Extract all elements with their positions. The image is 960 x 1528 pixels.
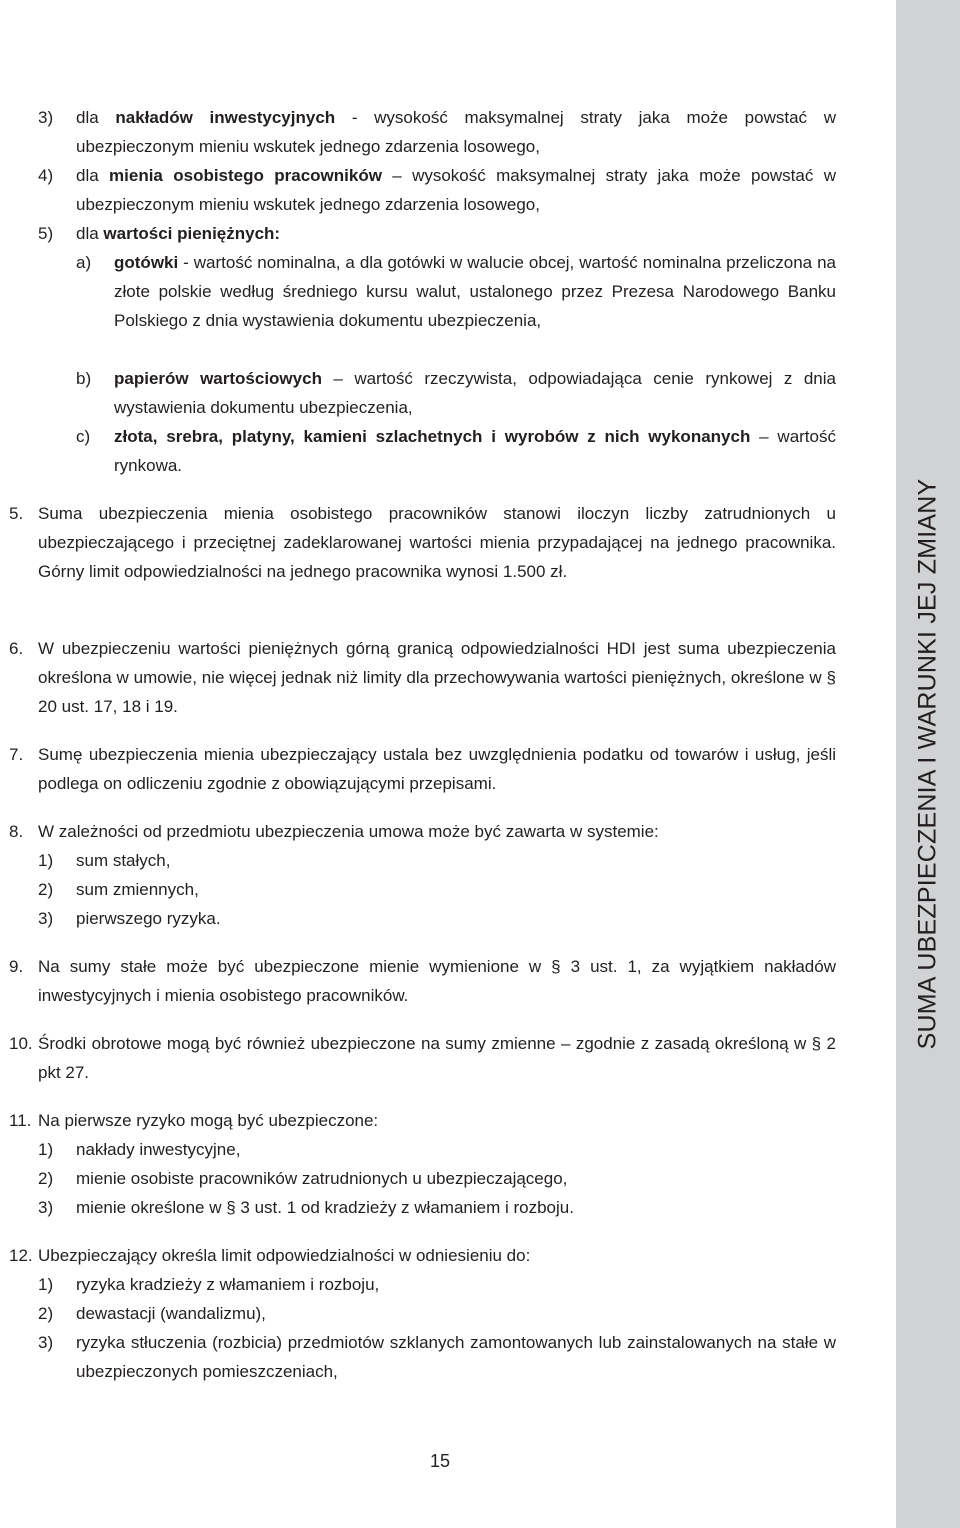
list-item-number: c): [76, 427, 91, 446]
list-item-number: 10.: [9, 1034, 33, 1053]
text-run: dla: [76, 108, 116, 127]
list-item-text: [76, 1135, 836, 1164]
text-run: mienie osobiste pracowników zatrudnionych u ubezpieczającego,: [76, 1169, 568, 1188]
list-item-text: [76, 161, 836, 219]
text-run: Ubezpieczający określa limit odpowiedzialności w odniesieniu do:: [38, 1246, 531, 1265]
list-item-number: 2): [38, 1169, 54, 1188]
list-item-text: [76, 219, 836, 248]
text-run: – wysokość maksymalnej straty jaka może powstać w ubezpieczonym mieniu wskutek jednego zdarzenia losowego,: [76, 166, 836, 214]
text-run: ryzyka kradzieży z włamaniem i rozboju,: [76, 1275, 380, 1294]
bold-term: gotówki: [114, 253, 179, 272]
bold-term: wartości pieniężnych:: [103, 224, 281, 243]
section-title: SUMA UBEZPIECZENIA I WARUNKI JEJ ZMIANY: [913, 478, 942, 1050]
text-run: dewastacji (wandalizmu),: [76, 1304, 266, 1323]
list-item-text: [38, 499, 836, 586]
text-run: Suma ubezpieczenia mienia osobistego pracowników stanowi iloczyn liczby zatrudnionych u ubezpieczającego i przeciętnej zadeklarowanej wartości mienia przypadającej na jednego pracownika. Górny limit odpowiedzialności na jednego pracownika wynosi 1.500 zł.: [38, 504, 836, 581]
list-item-text: [76, 1270, 836, 1299]
list-item-text: [38, 1106, 836, 1135]
text-run: mienie określone w § 3 ust. 1 od kradzieży z włamaniem i rozboju.: [76, 1198, 574, 1217]
list-item-number: 2): [38, 1304, 54, 1323]
list-item-number: b): [76, 369, 92, 388]
text-run: Na pierwsze ryzyko mogą być ubezpieczone:: [38, 1111, 379, 1130]
list-item-number: 5.: [9, 504, 24, 523]
list-item-number: a): [76, 253, 92, 272]
list-item-number: 4): [38, 166, 54, 185]
list-item-number: 12.: [9, 1246, 33, 1265]
list-item-text: [38, 740, 836, 798]
list-item-number: 3): [38, 108, 54, 127]
text-run: - wartość nominalna, a dla gotówki w walucie obcej, wartość nominalna przeliczona na złote polskie według średniego kursu walut, ustalonego przez Prezesa Narodowego Banku Polskiego z dnia wystawienia dokumentu ubezpieczenia,: [114, 253, 836, 330]
list-item-text: [76, 904, 836, 933]
page-number: 15: [429, 1451, 451, 1471]
text-run: pierwszego ryzyka.: [76, 909, 221, 928]
list-item-text: [114, 248, 836, 335]
list-item-text: [76, 1299, 836, 1328]
list-item-text: [76, 1328, 836, 1386]
bold-term: papierów wartościowych: [114, 369, 322, 388]
text-run: W ubezpieczeniu wartości pieniężnych górną granicą odpowiedzialności HDI jest suma ubezpieczenia określona w umowie, nie więcej jednak niż limity dla przechowywania wartości pieniężnych, określone w § 20 ust. 17, 18 i 19.: [38, 639, 836, 716]
list-item-text: [38, 1241, 836, 1270]
text-run: sum zmiennych,: [76, 880, 199, 899]
list-item-number: 8.: [9, 822, 24, 841]
list-item-text: [114, 364, 836, 422]
text-run: W zależności od przedmiotu ubezpieczenia umowa może być zawarta w systemie:: [38, 822, 659, 841]
text-run: dla: [76, 166, 110, 185]
list-item-text: [76, 875, 836, 904]
text-run: nakłady inwestycyjne,: [76, 1140, 241, 1159]
text-run: sum stałych,: [76, 851, 171, 870]
list-item-number: 3): [38, 909, 54, 928]
list-item-number: 11.: [9, 1111, 32, 1130]
list-item-number: 3): [38, 1198, 54, 1217]
list-item-number: 9.: [9, 957, 24, 976]
section-sidebar: [896, 0, 960, 1528]
list-item-text: [114, 422, 836, 480]
bold-term: nakładów inwestycyjnych: [115, 108, 336, 127]
text-run: - wysokość maksymalnej straty jaka może powstać w ubezpieczonym mieniu wskutek jednego zdarzenia losowego,: [76, 108, 836, 156]
text-run: ryzyka stłuczenia (rozbicia) przedmiotów szklanych zamontowanych lub zainstalowanych na stałe w ubezpieczonych pomieszczeniach,: [76, 1333, 836, 1381]
list-item-text: [76, 103, 836, 161]
list-item-text: [38, 1029, 836, 1087]
list-item-number: 1): [38, 851, 54, 870]
text-run: – wartość rzeczywista, odpowiadająca cenie rynkowej z dnia wystawienia dokumentu ubezpieczenia,: [114, 369, 836, 417]
list-item-number: 1): [38, 1275, 54, 1294]
list-item-number: 6.: [9, 639, 24, 658]
list-item-number: 7.: [9, 745, 24, 764]
text-run: dla: [76, 224, 104, 243]
text-run: Na sumy stałe może być ubezpieczone mienie wymienione w § 3 ust. 1, za wyjątkiem nakładów inwestycyjnych i mienia osobistego pracowników.: [38, 957, 836, 1005]
list-item-number: 5): [38, 224, 54, 243]
list-item-number: 2): [38, 880, 54, 899]
text-run: Środki obrotowe mogą być również ubezpieczone na sumy zmienne – zgodnie z zasadą określoną w § 2 pkt 27.: [38, 1034, 836, 1082]
list-item-text: [76, 1164, 836, 1193]
list-item-number: 3): [38, 1333, 54, 1352]
list-item-text: [38, 817, 836, 846]
list-item-text: [76, 1193, 836, 1222]
list-item-text: [38, 952, 836, 1010]
list-item-number: 1): [38, 1140, 54, 1159]
text-run: – wartość rynkowa.: [114, 427, 836, 475]
list-item-text: [76, 846, 836, 875]
bold-term: złota, srebra, platyny, kamieni szlachetnych i wyrobów z nich wykonanych: [114, 427, 751, 446]
text-run: Sumę ubezpieczenia mienia ubezpieczający ustala bez uwzględnienia podatku od towarów i usług, jeśli podlega on odliczeniu zgodnie z obowiązującymi przepisami.: [38, 745, 836, 793]
bold-term: mienia osobistego pracowników: [109, 166, 382, 185]
list-item-text: [38, 634, 836, 721]
